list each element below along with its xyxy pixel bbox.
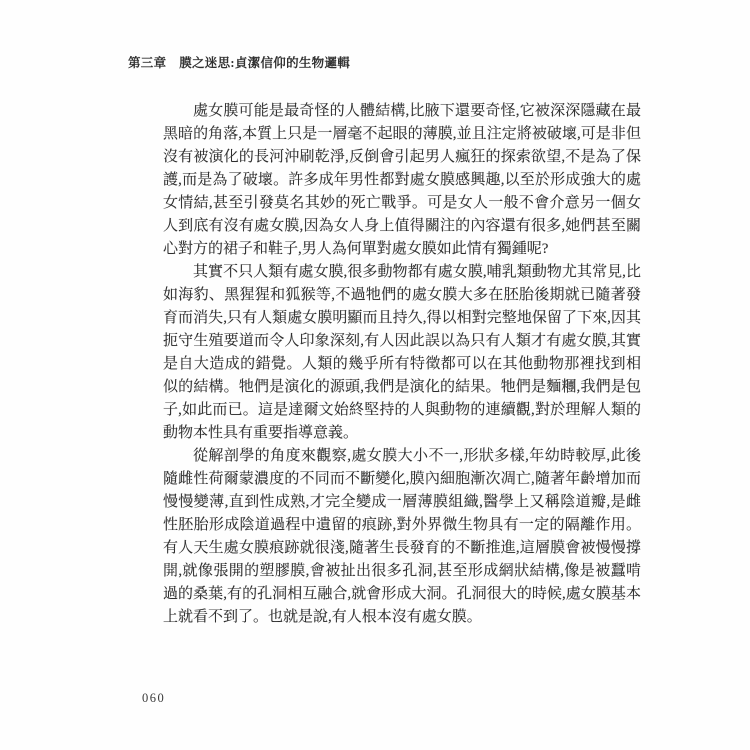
paragraph-1: 處女膜可能是最奇怪的人體結構,比腋下還要奇怪,它被深深隱藏在最黑暗的角落,本質上只是一層毫不起眼的薄膜,並且注定將被破壞,可是非但沒有被演化的長河沖刷乾淨,反倒會引起男人瘋狂的探索欲望,不是為了保護,而是為了破壞。許多成年男性都對處女膜感興趣,以至於形成強大的處女情結,甚至引發莫名其妙的死亡戰爭。可是女人一般不會介意另一個女人到底有沒有處女膜,因為女人身上值得關注的內容還有很多,她們甚至關心對方的裙子和鞋子,男人為何單對處女膜如此情有獨鍾呢? [163,103,641,257]
page-number: 060 [142,691,166,705]
body-text [163,100,641,629]
paragraph-2: 其實不只人類有處女膜,很多動物都有處女膜,哺乳類動物尤其常見,比如海豹、黑猩猩和狐猴等,不過牠們的處女膜大多在胚胎後期就已隨著發育而消失,只有人類處女膜明顯而且持久,得以相對完整地保留了下來,因其扼守生殖要道而令人印象深刻,有人因此誤以為只有人類才有處女膜,其實是自大造成的錯覺。人類的幾乎所有特徵都可以在其他動物那裡找到相似的結構。牠們是演化的源頭,我們是演化的結果。牠們是麵糰,我們是包子,如此而已。這是達爾文始終堅持的人與動物的連續觀,對於理解人類的動物本性具有重要指導意義。 [163,264,641,441]
running-header: 第三章 膜之迷思:貞潔信仰的生物邏輯 [128,56,351,70]
paragraph-3: 從解剖學的角度來觀察,處女膜大小不一,形狀多樣,年幼時較厚,此後隨雌性荷爾蒙濃度的不同而不斷變化,膜內細胞漸次凋亡,隨著年齡增加而慢慢變薄,直到性成熟,才完全變成一層薄膜組織,醫學上又稱陰道瓣,是雌性胚胎形成陰道過程中遺留的痕跡,對外界微生物具有一定的隔離作用。有人天生處女膜痕跡就很淺,隨著生長發育的不斷推進,這層膜會被慢慢撐開,就像張開的塑膠膜,會被扯出很多孔洞,甚至形成網狀結構,像是被蠶啃過的桑葉,有的孔洞相互融合,就會形成大洞。孔洞很大的時候,處女膜基本上就看不到了。也就是說,有人根本沒有處女膜。 [163,448,641,625]
